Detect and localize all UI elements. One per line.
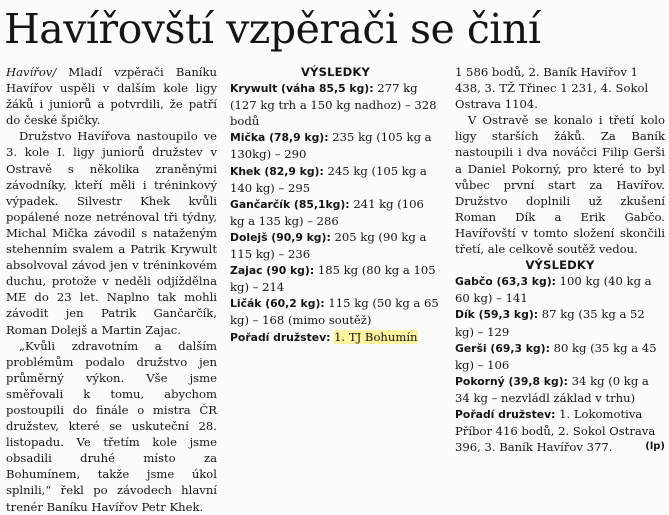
result-score: 185 kg (80 kg a 105 kg) – 214 xyxy=(230,263,436,295)
result-row xyxy=(230,262,441,295)
team-order-label: Pořadí družstev: xyxy=(455,407,556,421)
result-row xyxy=(230,295,441,328)
article-column-3 xyxy=(455,64,665,455)
result-athlete: Gančarčík (85,1kg): xyxy=(230,197,350,211)
team-order-juniors xyxy=(230,329,441,346)
team-order-first-highlight: 1. TJ Bohumín xyxy=(334,329,418,344)
result-athlete: Dolejš (90,9 kg): xyxy=(230,230,331,244)
result-row xyxy=(455,306,665,339)
team-order-label: Pořadí družstev: xyxy=(230,330,331,344)
result-score: 115 kg (50 kg a 65 kg) – 168 (mimo soutěž) xyxy=(230,296,439,328)
result-score: 241 kg (106 kg a 135 kg) – 286 xyxy=(230,196,424,228)
article-headline: Havířovští vzpěrači se činí xyxy=(4,5,541,53)
result-athlete: Mička (78,9 kg): xyxy=(230,131,329,145)
article-column-1 xyxy=(6,64,217,515)
paragraph-older-pupils: V Ostravě se konalo i třetí kolo ligy starších žáků. Za Baník nastoupili i dva nováčci Filip Gerši a Daniel Pokorný, pro které to byl vůbec první start za Havířov. Družstvo doplnili už zkušení Roman Dík a Erik Gabčo. Havířovští v tomto složení skončili třetí, ale celkově soutěž vedou. xyxy=(455,113,665,257)
result-athlete: Gabčo (63,3 kg): xyxy=(455,275,556,289)
result-row xyxy=(455,273,665,306)
result-score: 235 kg (105 kg a 130kg) – 290 xyxy=(230,130,432,162)
result-row xyxy=(230,80,441,129)
results-heading-juniors: VÝSLEDKY xyxy=(300,65,371,79)
result-score: 205 kg (90 kg a 115 kg) – 236 xyxy=(230,229,427,262)
result-score: 34 kg (0 kg a 34 kg – nezvládl základ v trhu) xyxy=(455,373,649,405)
result-row xyxy=(455,373,665,406)
result-athlete: Dík (59,3 kg): xyxy=(455,308,539,322)
result-score: 277 kg (127 kg trh a 150 kg nadhoz) – 328 bodů xyxy=(230,81,437,129)
lead-text: Mladí vzpěrači Baníku Havířov uspěli v dalším kole ligy žáků i juniorů a potvrdili, že patří do české špičky. xyxy=(6,65,217,128)
result-row xyxy=(455,340,665,373)
result-athlete: Khek (82,9 kg): xyxy=(230,164,324,178)
result-row xyxy=(230,129,441,162)
paragraph-coach-quote: „Kvůli zdravotním a dalším problémům podalo družstvo jen průměrný výkon. Vše jsme směřovali k tomu, abychom postoupili do finále o mistra ČR družstev, které se uskuteční 28. listopadu. Ve třetím kole jsme obsadili druhé místo za Bohumínem, takže jsme úkol splnili,“ řekl po závodech hlavní trenér Baníku Havířov Petr Khek. xyxy=(6,338,217,514)
result-athlete: Ličák (60,2 kg): xyxy=(230,297,325,311)
result-athlete: Gerši (69,3 kg): xyxy=(455,341,550,355)
result-score: 245 kg (105 kg a 140 kg) – 295 xyxy=(230,163,427,195)
result-row xyxy=(230,163,441,196)
result-athlete: Pokorný (39,8 kg): xyxy=(455,374,568,388)
team-order-text: 1. Lokomotiva Příbor 416 bodů, 2. Sokol Ostrava 396, 3. Baník Havířov 377. xyxy=(455,406,656,455)
result-score: 87 kg (35 kg a 52 kg) – 129 xyxy=(455,307,645,339)
results-heading-pupils: VÝSLEDKY xyxy=(525,258,595,273)
result-row xyxy=(230,229,441,262)
paragraph-team-juniors: Družstvo Havířova nastoupilo ve 3. kole I. ligy juniorů družstev v Ostravě s několika zraněnými závodníky, kteří měli i tréninkový výpadek. Silvestr Khek kvůli popálené noze netrénoval tři týdny, Michal Mička závodil s nataženým stehenním svalem a Patrik Krywult absolvoval závod jen v tréninkovém duchu, protože v neděli odjíždělna ME do 23 let. Naplno tak mohli závodit jen Patrik Gančarčík, Roman Dolejš a Martin Zajac. xyxy=(6,129,217,337)
result-row xyxy=(230,196,441,229)
lead-paragraph xyxy=(6,64,217,128)
result-athlete: Zajac (90 kg): xyxy=(230,264,315,278)
result-score: 80 kg (35 kg a 45 kg) – 106 xyxy=(455,340,657,372)
team-order-pupils xyxy=(455,406,665,455)
result-score: 100 kg (40 kg a 60 kg) – 141 xyxy=(455,274,652,306)
result-athlete: Krywult (váha 85,5 kg): xyxy=(230,82,374,96)
dateline-location: Havířov/ xyxy=(6,65,57,79)
author-byline: (lp) xyxy=(645,441,665,453)
team-order-juniors-continued: 1 586 bodů, 2. Baník Havířov 1 438, 3. TŽ Třinec 1 231, 4. Sokol Ostrava 1104. xyxy=(455,65,649,112)
article-column-2 xyxy=(230,64,441,346)
